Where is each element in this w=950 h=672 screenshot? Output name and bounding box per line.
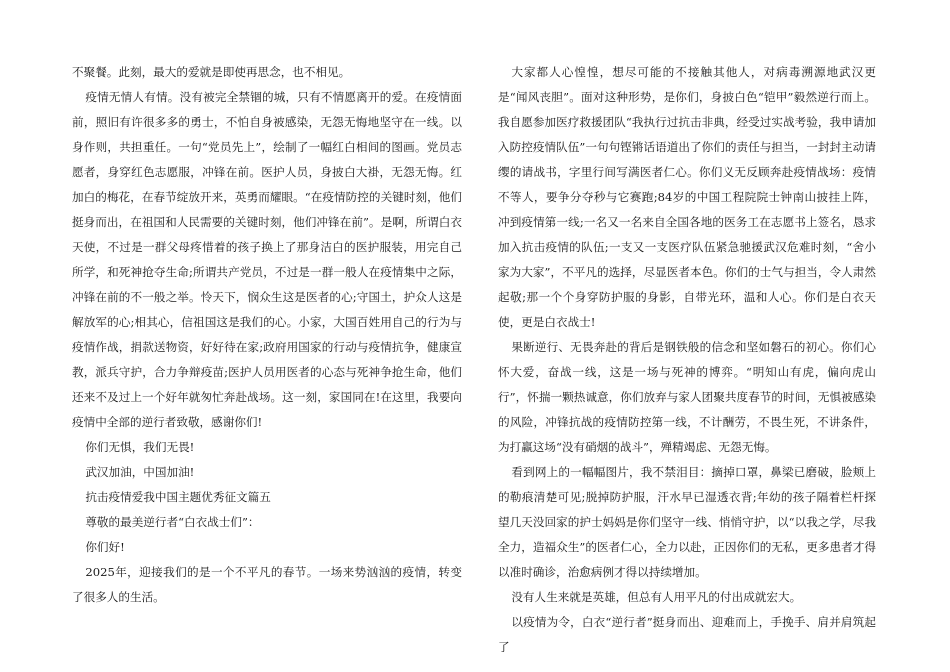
right-paragraph-4: 没有人生来就是英雄，但总有人用平凡的付出成就宏大。 <box>511 590 802 604</box>
right-column <box>498 60 876 660</box>
letter-salutation: 尊敬的最美逆行者“白衣战士们”： <box>85 515 260 529</box>
left-column <box>72 60 462 610</box>
right-paragraph-3: 看到网上的一幅幅图片，我不禁泪目：摘掉口罩，鼻梁已磨破，脸颊上的勒痕清楚可见;脱掉防护服，汗水早已湿透衣背;年幼的孩子隔着栏杆探望几天没回家的护士妈妈是你们坚守一线、悄悄守护，以“以我之学，尽我全力，造福众生”的医者仁心，全力以赴，正因你们的无私，更多患者才得以准时确诊，治愈病例才得以持续增加。 <box>498 465 876 579</box>
right-paragraph-1: 大家都人心惶惶，想尽可能的不接触其他人，对病毒溯源地武汉更是“闻风丧胆”。面对这种形势，是你们，身披白色“铠甲”毅然逆行而上。我自愿参加医疗救援团队“我执行过抗击非典，经受过实战考验，我申请加入防控疫情队伍”一句句铿锵话语道出了你们的责任与担当，一封封主动请缨的请战书，字里行间写满医者仁心。你们义无反顾奔赴疫情战场：疫情不等人，要争分夺秒与它赛跑;84岁的中国工程院院士钟南山披挂上阵，冲到疫情第一线;一名又一名来自全国各地的医务工在志愿书上签名，恳求加入抗击疫情的队伍;一支又一支医疗队伍紧急驰援武汉危难时刻，“舍小家为大家”，不平凡的选择，尽显医者本色。你们的士气与担当，令人肃然起敬;那一个个身穿防护服的身影，自带光环，温和人心。你们是白衣天使，更是白衣战士! <box>498 65 876 329</box>
left-paragraph-3: 你们无惧，我们无畏! <box>85 440 195 454</box>
section-heading: 抗击疫情爱我中国主题优秀征文篇五 <box>85 490 271 504</box>
left-paragraph-2: 疫情无情人有情。没有被完全禁锢的城，只有不情愿离开的爱。在疫情面前，照旧有许很多多的勇士，不怕自身被感染，无怨无悔地坚守在一线。以身作则，共担重任。一句“党员先上”，绘制了一幅红白相间的图画。党员志愿者，身穿红色志愿服，冲锋在前。医护人员，身披白大褂，无怨无悔。红加白的梅花，在春节绽放开来，英勇而耀眼。“在疫情防控的关键时刻，他们挺身而出，在祖国和人民需要的关键时刻，他们冲锋在前”。是啊，所谓白衣天使，不过是一群父母疼惜着的孩子换上了那身洁白的医护服装，用完自己所学，和死神抢夺生命;所谓共产党员，不过是一群一般人在疫情集中之际，冲锋在前的不一般之举。怜天下，悯众生这是医者的心;守国土，护众人这是解放军的心;相其心，信祖国这是我们的心。小家，大国百姓用自己的行为与疫情作战，捐款送物资，好好待在家;政府用国家的行动与疫情抗争，健康宣教，派兵守护，合力争辩疫苗;医护人员用医者的心态与死神争抢生命，他们还来不及过上一个好年就匆忙奔赴战场。这一刻，家国同在!在这里，我要向疫情中全部的逆行者致敬，感谢你们! <box>72 90 462 429</box>
right-paragraph-2: 果断逆行、无畏奔赴的背后是钢铁般的信念和坚如磐石的初心。你们心怀大爱，奋战一线，这是一场与死神的博弈。“明知山有虎，偏向虎山行”，怀揣一颗热诚意，你们放弃与家人团聚共度春节的时间，无惧被感染的风险，冲锋抗战的疫情防控第一线，不计酬劳，不畏生死，不讲条件，为打赢这场“没有硝烟的战斗”，殚精竭虑、无怨无悔。 <box>498 340 876 454</box>
left-paragraph-1: 不聚餐。此刻，最大的爱就是即使再思念，也不相见。 <box>72 65 351 79</box>
letter-greeting: 你们好! <box>85 540 125 554</box>
left-paragraph-4: 武汉加油，中国加油! <box>85 465 195 479</box>
left-paragraph-8: 2025年，迎接我们的是一个不平凡的春节。一场来势汹汹的疫情，转变了很多人的生活。 <box>72 565 462 604</box>
right-paragraph-5: 以疫情为令，白衣“逆行者”挺身而出、迎难而上，手挽手、肩并肩筑起了 <box>498 615 876 654</box>
